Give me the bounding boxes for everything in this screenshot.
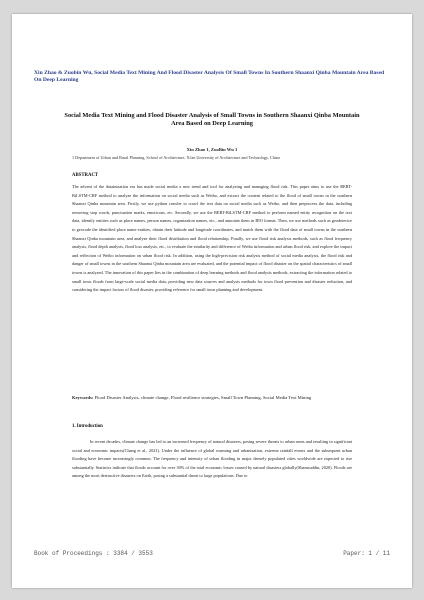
keywords-text: Flood Disaster Analysis, climate change, Flood resilience strategies, Small Town Planning, Social Media Text Mining	[94, 395, 312, 400]
proceedings-page-counter: Book of Proceedings : 3384 / 3553	[34, 550, 153, 557]
paper-page	[12, 14, 412, 588]
author-list: Xin Zhao 1, ZuoBin Wu 1	[186, 147, 238, 152]
keywords-label: Keywords:	[72, 395, 94, 400]
abstract-heading: ABSTRACT	[72, 173, 99, 178]
affiliation: 1 Department of Urban and Rural Planning, School of Architecture, Xi'an University of Architecture and Technology, China	[72, 155, 280, 160]
keywords-block	[72, 394, 352, 402]
introduction-text: In recent decades, climate change has led to an increased frequency of natural disasters, posing severe threats to urban areas and resulting in significant social and economic impacts(Chang et al., 2021). Under the influence of global warming and urbanization, extreme rainfall events and the subsequent urban flooding have become increasingly common. The frequency and intensity of urban flooding in major densely populated cities worldwide are expected to rise substantially. Statistics indicate that floods account for over 30% of the total economic losses caused by natural disasters globally(Shamsuddin, 2020). Floods are among the most destructive disasters on Earth, posing a substantial threat to large populations. Due to	[72, 439, 352, 479]
paper-page-counter: Paper: 1 / 11	[343, 550, 390, 557]
running-head: Xin Zhao & Zuobin Wu, Social Media Text Mining And Flood Disaster Analysis Of Small Towns In Southern Shaanxi Qinba Mountain Area Based On Deep Learning	[34, 70, 385, 84]
paper-title: Social Media Text Mining and Flood Disaster Analysis of Small Towns in Southern Shaanxi Qinba Mountain Area Based on Deep Learning	[64, 112, 360, 127]
abstract-text: The advent of the datainization era has made social media a new trend and tool for analyzing and managing flood risk. This paper aims to use the BERT-BiLSTM-CRF method to analyze the information on social media such as Weibo, and extract the content related to the flood of small towns in the southern Shaanxi Qinba mountain area. Firstly, we use python crawler to crawl the text data on social media such as Weibo, and then preprocess the data, including removing stop words, punctuation marks, emoticons, etc. Secondly, we use the BERT-BiLSTM-CRF method to perform named entity recognition on the text data, identify entities such as place names, person names, organization names, etc., and annotate them in BIO format. Then, we use methods such as geodetector to geocode the identified place name entities, obtain their latitude and longitude coordinates, and match them with the flood data of small towns in the southern Shaanxi Qinba mountain area, and analyze their flood distribution and flood relationship. Finally, we use flood risk analysis methods, such as flood frequency analysis, flood depth analysis, flood loss analysis, etc., to evaluate the similarity and difference of Weibo information and urban flood risk, and explore the impact and reflection of Weibo information on urban flood risk. In addition, using the high-precision risk analysis method of social media analysis, the flood risk and danger of small towns in the southern Shaanxi Qinba mountain area are evaluated, and the potential impact of flood disaster on the spatial characteristics of small towns is analyzed. The innovation of this paper lies in the combination of deep learning methods and flood analysis methods, extracting the information related to small town floods from large-scale social media data, providing new data sources and analysis methods for town flood prevention and disaster reduction, and considering the impact factors of flood disaster, providing reference for small town planning and development.	[72, 184, 352, 293]
section-heading: 1. Introduction	[72, 424, 103, 429]
